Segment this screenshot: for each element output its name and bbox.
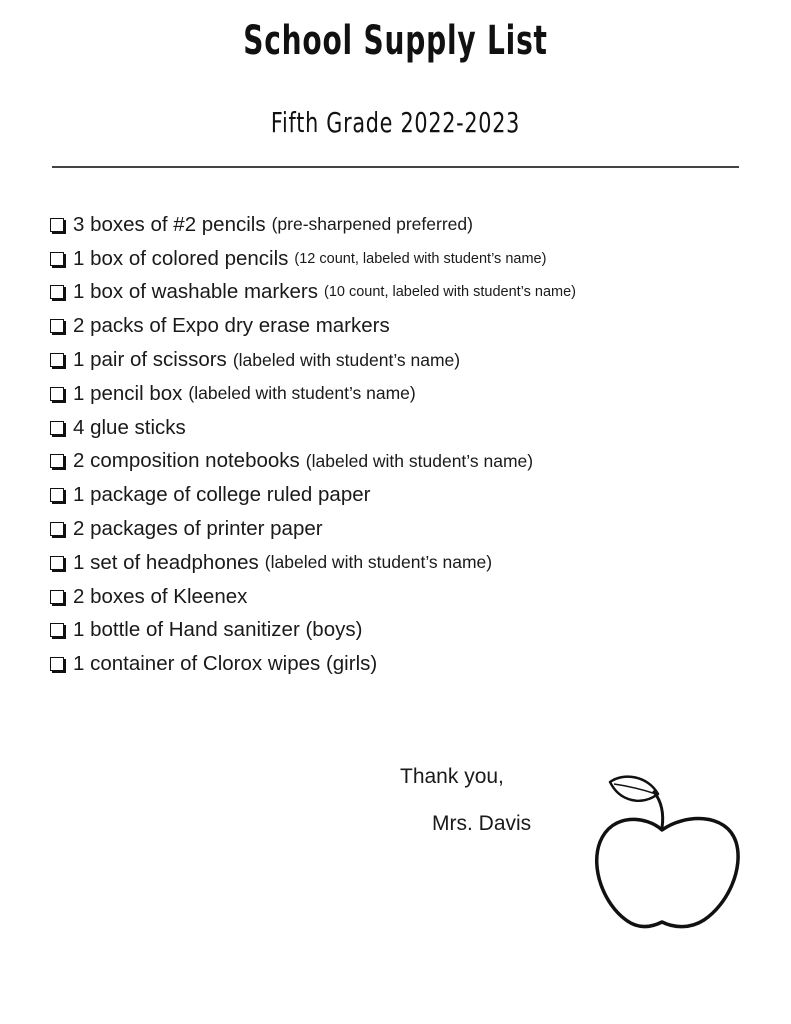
checkbox-icon[interactable] [50,590,64,604]
item-text: 1 box of washable markers [73,280,318,304]
item-note: (12 count, labeled with student’s name) [294,250,547,267]
title-divider [52,166,739,168]
list-item [46,208,576,242]
apple-leaf [610,777,658,801]
item-note: (labeled with student’s name) [188,383,416,404]
item-text: 1 box of colored pencils [73,246,289,270]
item-note: (10 count, labeled with student’s name) [323,284,577,301]
checkbox-icon[interactable] [50,421,64,435]
list-item [46,512,576,546]
list-item [46,276,576,310]
item-note: (labeled with student’s name) [305,450,534,471]
item-note: (labeled with student’s name) [264,552,493,573]
item-text: 1 pencil box [73,381,183,405]
list-item [46,580,576,614]
checkbox-icon[interactable] [50,488,64,502]
checkbox-icon[interactable] [50,252,64,266]
item-text: 1 set of headphones [73,550,259,574]
list-item [46,445,576,479]
list-item [46,377,576,411]
item-text: 2 boxes of Kleenex [73,584,248,608]
item-text: 1 pair of scissors [73,348,227,372]
list-item [46,411,576,445]
page-subtitle: Fifth Grade 2022-2023 [270,106,521,139]
checkbox-icon[interactable] [50,657,64,671]
list-item [46,309,576,343]
list-item [46,614,576,648]
item-text: 1 bottle of Hand sanitizer (boys) [73,618,363,642]
checkbox-icon[interactable] [50,218,64,232]
item-note: (labeled with student’s name) [232,349,461,370]
supply-list [46,208,576,681]
checkbox-icon[interactable] [50,285,64,299]
checkbox-icon[interactable] [50,353,64,367]
item-text: 2 composition notebooks [73,449,300,473]
list-item [46,478,576,512]
apple-icon [592,772,742,932]
list-item [46,242,576,276]
checkbox-icon[interactable] [50,556,64,570]
item-text: 1 container of Clorox wipes (girls) [73,652,378,676]
list-item [46,546,576,580]
page-title: School Supply List [243,18,548,64]
checkbox-icon[interactable] [50,387,64,401]
item-text: 1 package of college ruled paper [73,483,371,507]
checkbox-icon[interactable] [50,319,64,333]
apple-body [597,819,738,927]
item-text: 4 glue sticks [73,415,186,439]
checkbox-icon[interactable] [50,623,64,637]
item-text: 3 boxes of #2 pencils [73,212,266,236]
teacher-name: Mrs. Davis [432,812,532,835]
list-item [46,343,576,377]
apple-stem [654,792,663,828]
list-item [46,647,576,681]
checkbox-icon[interactable] [50,522,64,536]
item-note: (pre-sharpened preferred) [271,214,473,235]
item-text: 2 packs of Expo dry erase markers [73,314,390,338]
checkbox-icon[interactable] [50,454,64,468]
item-text: 2 packages of printer paper [73,517,323,541]
closing-text: Thank you, [400,765,504,788]
